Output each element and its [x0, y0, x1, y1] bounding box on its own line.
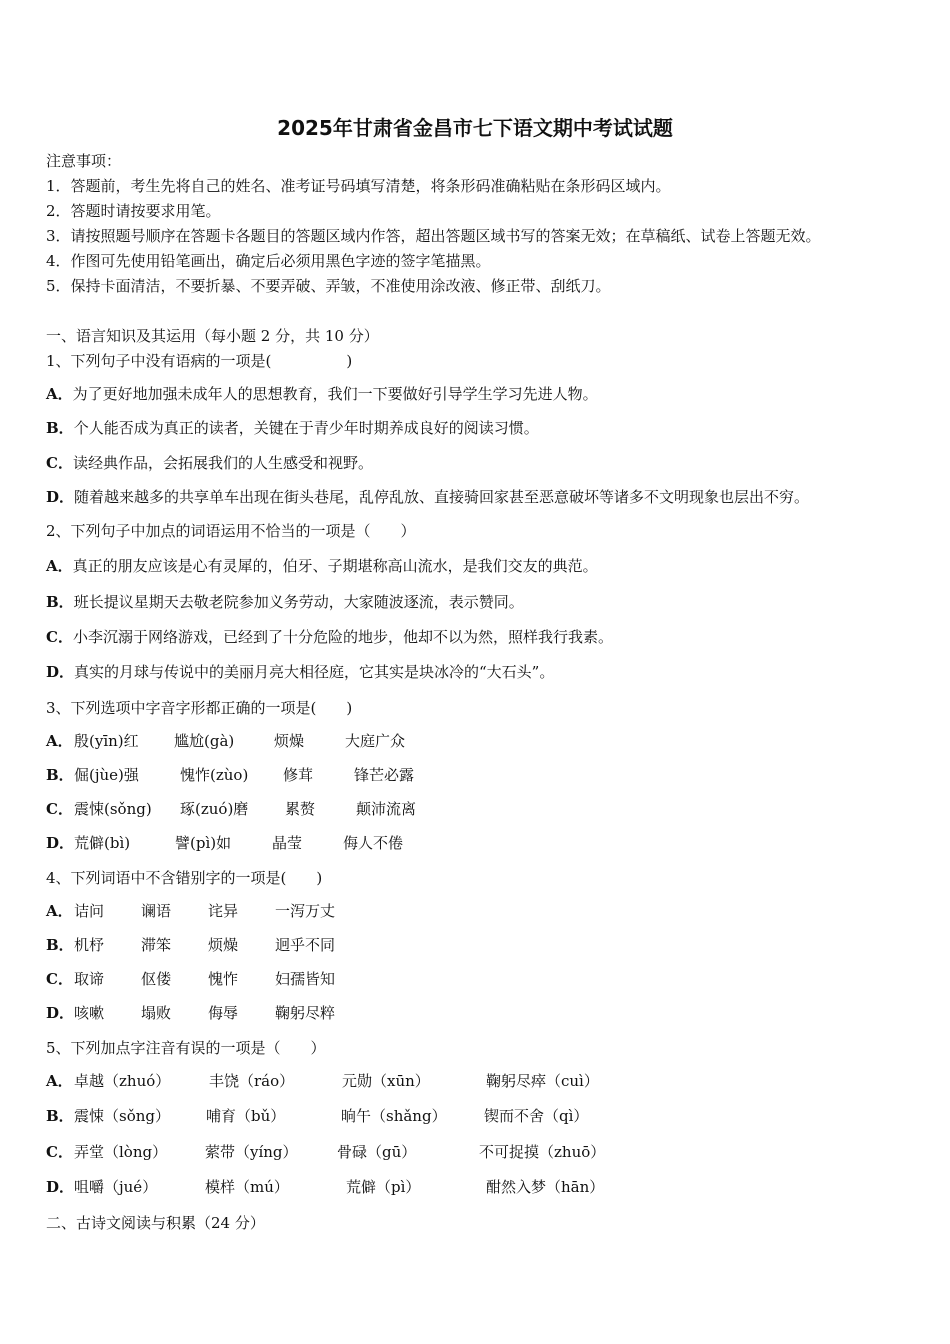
option-item: 锋芒必露 [354, 766, 415, 784]
option-text: 读经典作品，会拓展我们的人生感受和视野。 [72, 454, 373, 472]
option-item: 荒僻(bì) [74, 834, 131, 852]
option-item: 震悚(sǒng) [74, 800, 152, 818]
option-item: 取谛 [74, 970, 105, 988]
option-item: 鞠躬尽粹 [275, 1004, 336, 1022]
option-label: C． [46, 1143, 73, 1161]
option-item: 迥乎不同 [275, 936, 336, 954]
option-row [46, 453, 373, 473]
option-item: 谰语 [141, 902, 172, 920]
option-item: 弄堂（lòng） [74, 1143, 168, 1161]
option-item: 丰饶（ráo） [209, 1072, 295, 1090]
option-item: 机杼 [74, 936, 105, 954]
option-item: 诧异 [208, 902, 239, 920]
option-item: 侮辱 [208, 1004, 239, 1022]
option-item: 倔(jùe)强 [74, 766, 139, 784]
option-item: 不可捉摸（zhuō） [479, 1143, 606, 1161]
option-item: 大庭广众 [345, 732, 406, 750]
option-item: 妇孺皆知 [275, 970, 336, 988]
option-item: 荒僻（pì） [346, 1178, 421, 1196]
option-item: 诘问 [74, 902, 105, 920]
option-item: 萦带（yíng） [205, 1143, 298, 1161]
option-text: 小李沉溺于网络游戏，已经到了十分危险的地步，他却不以为然，照样我行我素。 [72, 628, 613, 646]
option-item: 咳嗽 [74, 1004, 105, 1022]
option-label: B． [46, 936, 74, 954]
option-text: 个人能否成为真正的读者，关键在于青少年时期养成良好的阅读习惯。 [73, 419, 539, 437]
option-item: 譬(pì)如 [175, 834, 232, 852]
option-text: 随着越来越多的共享单车出现在街头巷尾，乱停乱放、直接骑回家甚至恶意破坏等诸多不文明现象也层出不穷。 [74, 488, 810, 506]
option-item: 烦燥 [208, 936, 239, 954]
option-label: B． [46, 766, 74, 784]
question-stem: 1、下列句子中没有语病的一项是( ) [46, 352, 353, 370]
option-label: D． [46, 834, 75, 852]
option-item: 酣然入梦（hān） [486, 1178, 605, 1196]
notice-item: 2．答题时请按要求用笔。 [46, 202, 221, 220]
question-stem: 5、下列加点字注音有误的一项是（ ） [46, 1039, 326, 1057]
option-label: C． [46, 454, 73, 472]
option-item: 愧怍(zùo) [180, 766, 249, 784]
option-item: 烦燥 [274, 732, 305, 750]
option-item: 一泻万丈 [275, 902, 336, 920]
option-row [46, 556, 598, 576]
option-label: A． [46, 385, 73, 403]
option-item: 锲而不舍（qì） [484, 1107, 589, 1125]
option-item: 殷(yīn)红 [74, 732, 139, 750]
option-item: 伛偻 [141, 970, 172, 988]
option-row [46, 592, 524, 612]
option-label: A． [46, 732, 73, 750]
option-item: 累赘 [285, 800, 316, 818]
option-item: 滞笨 [141, 936, 172, 954]
option-item: 愧怍 [208, 970, 239, 988]
option-item: 哺育（bǔ） [206, 1107, 286, 1125]
option-item: 颠沛流离 [356, 800, 417, 818]
option-text: 真正的朋友应该是心有灵犀的，伯牙、子期堪称高山流水，是我们交友的典范。 [72, 557, 598, 575]
option-item: 模样（mú） [205, 1178, 289, 1196]
option-label: D． [46, 488, 75, 506]
option-row [46, 418, 539, 438]
option-label: C． [46, 628, 73, 646]
option-label: A． [46, 557, 73, 575]
option-label: A． [46, 1072, 73, 1090]
option-row [46, 627, 613, 647]
option-item: 震悚（sǒng） [74, 1107, 170, 1125]
option-item: 琢(zuó)磨 [180, 800, 249, 818]
option-label: A． [46, 902, 73, 920]
notice-item: 1．答题前，考生先将自己的姓名、准考证号码填写清楚，将条形码准确粘贴在条形码区域内。 [46, 177, 671, 195]
question-stem: 2、下列句子中加点的词语运用不恰当的一项是（ ） [46, 522, 416, 540]
option-text: 班长提议星期天去敬老院参加义务劳动，大家随波逐流，表示赞同。 [73, 593, 524, 611]
option-item: 晶莹 [272, 834, 303, 852]
option-text: 为了更好地加强未成年人的思想教育，我们一下要做好引导学生学习先进人物。 [72, 385, 598, 403]
option-item: 元勋（xūn） [342, 1072, 430, 1090]
option-item: 塌败 [141, 1004, 172, 1022]
option-label: D． [46, 1178, 75, 1196]
option-item: 侮人不倦 [343, 834, 404, 852]
section-heading: 一、语言知识及其运用（每小题 2 分，共 10 分） [46, 327, 379, 345]
notice-item: 4．作图可先使用铅笔画出，确定后必须用黑色字迹的签字笔描黑。 [46, 252, 491, 270]
option-row [46, 487, 809, 507]
option-label: C． [46, 800, 73, 818]
option-label: D． [46, 663, 75, 681]
option-item: 卓越（zhuó） [74, 1072, 171, 1090]
option-label: C． [46, 970, 73, 988]
option-item: 修茸 [283, 766, 314, 784]
question-stem: 3、下列选项中字音字形都正确的一项是( ) [46, 699, 353, 717]
notice-item: 5．保持卡面清洁，不要折暴、不要弄破、弄皱，不准使用涂改液、修正带、刮纸刀。 [46, 277, 611, 295]
option-item: 咀嚼（jué） [74, 1178, 158, 1196]
notice-heading: 注意事项： [46, 152, 122, 170]
option-item: 鞠躬尽瘁（cuì） [486, 1072, 599, 1090]
option-text: 真实的月球与传说中的美丽月亮大相径庭，它其实是块冰冷的“大石头”。 [74, 663, 555, 681]
notice-item: 3．请按照题号顺序在答题卡各题目的答题区域内作答，超出答题区域书写的答案无效；在草稿纸、试卷上答题无效。 [46, 227, 821, 245]
option-row [46, 662, 554, 682]
option-label: D． [46, 1004, 75, 1022]
page-title: 2025年甘肃省金昌市七下语文期中考试试题 [277, 116, 673, 140]
option-item: 尴尬(gà) [174, 732, 235, 750]
section-heading: 二、古诗文阅读与积累（24 分） [46, 1214, 265, 1232]
option-item: 骨碌（gū） [337, 1143, 417, 1161]
option-item: 晌午（shǎng） [341, 1107, 447, 1125]
option-label: B． [46, 419, 74, 437]
option-label: B． [46, 593, 74, 611]
option-label: B． [46, 1107, 74, 1125]
question-stem: 4、下列词语中不含错别字的一项是( ) [46, 869, 323, 887]
option-row [46, 384, 598, 404]
